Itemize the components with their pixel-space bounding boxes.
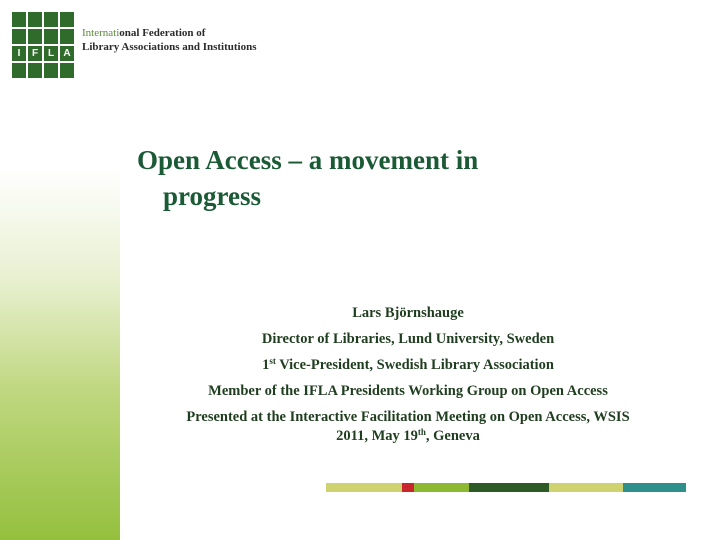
organization-name bbox=[82, 26, 257, 54]
org-line-1: International Federation of bbox=[82, 27, 206, 39]
stripe-segment bbox=[402, 483, 414, 492]
presenter-info bbox=[130, 300, 686, 446]
title-line-2: progress bbox=[163, 181, 262, 211]
slide-title bbox=[137, 142, 697, 214]
stripe-segment bbox=[469, 483, 549, 492]
green-gradient-bar bbox=[0, 168, 120, 540]
logo-letter-a: A bbox=[60, 46, 74, 61]
stripe-segment bbox=[623, 483, 686, 492]
stripe-segment bbox=[549, 483, 623, 492]
title-line-1: Open Access – a movement in bbox=[137, 145, 479, 175]
stripe-segment bbox=[326, 483, 402, 492]
presenter-name: Lars Björnshauge bbox=[352, 305, 464, 321]
color-stripe-bar bbox=[326, 483, 686, 492]
presenter-role-1: Director of Libraries, Lund University, Sweden bbox=[261, 331, 555, 347]
logo-letter-l: L bbox=[44, 46, 58, 61]
logo-letter-i: I bbox=[12, 46, 26, 61]
ifla-logo bbox=[12, 12, 74, 76]
event-info: Presented at the Interactive Facilitation Meeting on Open Access, WSIS 2011, May 19th, Geneva bbox=[186, 409, 630, 444]
presenter-role-3: Member of the IFLA Presidents Working Group on Open Access bbox=[208, 383, 608, 399]
stripe-segment bbox=[414, 483, 469, 492]
logo-letter-f: F bbox=[28, 46, 42, 61]
presenter-role-2: 1st Vice-President, Swedish Library Association bbox=[262, 356, 554, 373]
org-line-2: Library Associations and Institutions bbox=[82, 41, 257, 53]
